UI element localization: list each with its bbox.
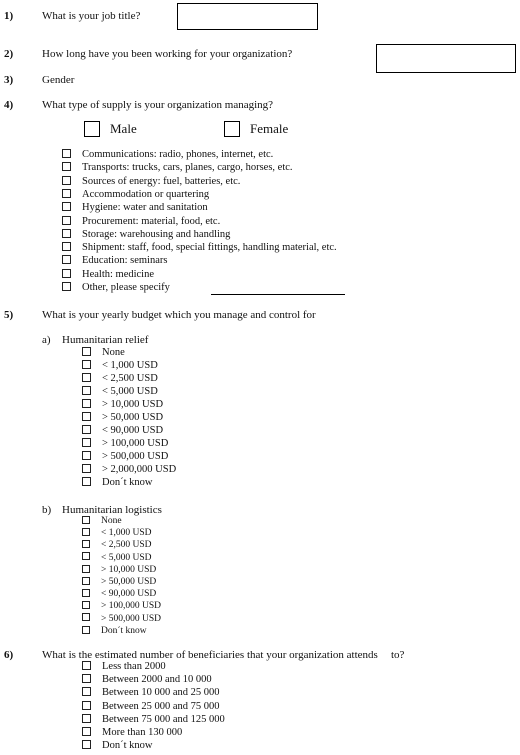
- checkbox[interactable]: [82, 451, 91, 460]
- checkbox[interactable]: [82, 425, 91, 434]
- checkbox[interactable]: [82, 386, 91, 395]
- option-label: Between 2000 and 10 000: [102, 674, 212, 686]
- checkbox[interactable]: [62, 269, 71, 278]
- option-label: Sources of energy: fuel, batteries, etc.: [82, 175, 241, 187]
- checkbox[interactable]: [82, 347, 91, 356]
- question-5-number: 5): [4, 309, 14, 321]
- gender-female-option[interactable]: [224, 121, 288, 137]
- gender-male-option[interactable]: [84, 121, 137, 137]
- option-row[interactable]: [62, 241, 337, 254]
- option-label: < 1,000 USD: [101, 528, 152, 539]
- checkbox[interactable]: [82, 516, 90, 524]
- option-label: > 50,000 USD: [102, 412, 164, 423]
- option-row[interactable]: [82, 588, 156, 601]
- checkbox[interactable]: [82, 626, 90, 634]
- option-row[interactable]: [82, 385, 158, 398]
- checkbox[interactable]: [82, 727, 91, 736]
- option-row[interactable]: [62, 254, 167, 267]
- option-row[interactable]: [62, 281, 170, 294]
- option-label: Don´t know: [102, 740, 153, 752]
- checkbox[interactable]: [82, 552, 90, 560]
- option-row[interactable]: [82, 739, 152, 752]
- option-row[interactable]: [82, 686, 220, 699]
- option-label: Between 10 000 and 25 000: [102, 687, 220, 699]
- option-row[interactable]: [82, 726, 182, 739]
- option-row[interactable]: [82, 515, 122, 528]
- checkbox[interactable]: [82, 477, 91, 486]
- checkbox[interactable]: [82, 687, 91, 696]
- option-label: < 2,500 USD: [102, 373, 158, 384]
- option-row[interactable]: [82, 600, 161, 613]
- option-label: > 2,000,000 USD: [102, 464, 177, 475]
- option-label: None: [101, 516, 122, 526]
- checkbox[interactable]: [82, 438, 91, 447]
- option-label: Transports: trucks, cars, planes, cargo, horses, etc.: [82, 162, 293, 174]
- checkbox[interactable]: [82, 464, 91, 473]
- option-label: Education: seminars: [82, 255, 168, 267]
- option-row[interactable]: [62, 201, 208, 214]
- checkbox[interactable]: [62, 162, 71, 171]
- option-row[interactable]: [82, 613, 161, 626]
- question-6-text: What is the estimated number of beneficiaries that your organization attends: [42, 649, 378, 661]
- option-label: Hygiene: water and sanitation: [82, 202, 208, 214]
- option-row[interactable]: [82, 539, 152, 552]
- option-row[interactable]: [82, 564, 156, 577]
- option-label: More than 130 000: [102, 727, 183, 738]
- q5b-label: b): [42, 504, 52, 516]
- checkbox[interactable]: [82, 714, 91, 723]
- option-label: Less than 2000: [102, 661, 166, 672]
- option-row[interactable]: [82, 463, 176, 476]
- option-row[interactable]: [62, 175, 240, 188]
- option-label: > 10,000 USD: [102, 399, 164, 410]
- checkbox[interactable]: [82, 540, 90, 548]
- male-checkbox[interactable]: [84, 121, 100, 137]
- female-checkbox[interactable]: [224, 121, 240, 137]
- option-label: Don´t know: [101, 625, 147, 636]
- checkbox[interactable]: [82, 674, 91, 683]
- option-label: None: [102, 347, 125, 358]
- checkbox[interactable]: [62, 189, 71, 198]
- option-label: > 100,000 USD: [102, 438, 169, 449]
- option-label: < 90,000 USD: [102, 425, 164, 436]
- q5b-text: Humanitarian logistics: [62, 504, 162, 516]
- option-label: > 500,000 USD: [102, 451, 169, 462]
- question-4-text: What type of supply is your organization managing?: [42, 99, 274, 111]
- checkbox[interactable]: [82, 740, 91, 749]
- option-row[interactable]: [62, 268, 154, 281]
- q5a-label: a): [42, 334, 51, 346]
- checkbox[interactable]: [82, 360, 91, 369]
- option-row[interactable]: [82, 450, 168, 463]
- option-row[interactable]: [82, 359, 158, 372]
- option-row[interactable]: [82, 625, 147, 638]
- question-6-number: 6): [4, 649, 14, 661]
- option-label: Procurement: material, food, etc.: [82, 215, 221, 227]
- option-row[interactable]: [82, 476, 152, 489]
- checkbox[interactable]: [82, 399, 91, 408]
- checkbox[interactable]: [82, 565, 90, 573]
- option-label: Shipment: staff, food, special fittings, handling material, etc.: [82, 242, 337, 254]
- option-label: Communications: radio, phones, internet, etc.: [82, 149, 274, 160]
- question-3-text: Gender: [42, 74, 75, 86]
- option-label: Storage: warehousing and handling: [82, 228, 231, 240]
- checkbox[interactable]: [82, 373, 91, 382]
- question-2-text: How long have you been working for your organization?: [42, 48, 293, 60]
- checkbox[interactable]: [82, 601, 90, 609]
- checkbox[interactable]: [62, 176, 71, 185]
- option-row[interactable]: [62, 215, 220, 228]
- option-row[interactable]: [82, 660, 166, 673]
- option-row[interactable]: [62, 148, 273, 161]
- question-5-text: What is your yearly budget which you manage and control for: [42, 309, 316, 321]
- option-row[interactable]: [82, 527, 152, 540]
- option-row[interactable]: [82, 411, 163, 424]
- question-1-text: What is your job title?: [42, 10, 141, 22]
- option-label: > 50,000 USD: [101, 577, 157, 587]
- checkbox[interactable]: [62, 255, 71, 264]
- option-row[interactable]: [62, 188, 209, 201]
- checkbox[interactable]: [82, 589, 90, 597]
- checkbox[interactable]: [82, 661, 91, 670]
- option-label: Don´t know: [102, 477, 153, 488]
- checkbox[interactable]: [62, 242, 71, 251]
- option-label: < 5,000 USD: [102, 386, 158, 397]
- option-label: Other, please specify: [82, 282, 170, 293]
- option-row[interactable]: [82, 673, 212, 686]
- checkbox[interactable]: [82, 613, 90, 621]
- q5a-text: Humanitarian relief: [62, 334, 149, 346]
- checkbox[interactable]: [62, 229, 71, 238]
- option-row[interactable]: [82, 346, 125, 359]
- option-row[interactable]: [62, 161, 293, 174]
- question-6-tail: to?: [391, 649, 405, 661]
- option-row[interactable]: [82, 424, 163, 437]
- option-label: > 100,000 USD: [101, 601, 161, 612]
- checkbox[interactable]: [82, 577, 90, 585]
- question-4-number: 4): [4, 99, 14, 111]
- checkbox[interactable]: [62, 216, 71, 225]
- option-label: Between 75 000 and 125 000: [102, 713, 225, 725]
- option-label: Health: medicine: [82, 268, 155, 280]
- other-specify-line[interactable]: [211, 294, 345, 295]
- option-row[interactable]: [82, 437, 168, 450]
- option-row[interactable]: [82, 372, 158, 385]
- option-label: < 5,000 USD: [101, 552, 152, 563]
- question-2-number: 2): [4, 48, 14, 60]
- option-row[interactable]: [82, 552, 152, 565]
- female-label: Female: [250, 121, 289, 136]
- checkbox[interactable]: [82, 701, 91, 710]
- option-row[interactable]: [82, 700, 220, 713]
- option-label: > 500,000 USD: [101, 613, 161, 624]
- option-row[interactable]: [62, 228, 230, 241]
- question-1-number: 1): [4, 10, 14, 22]
- option-label: < 90,000 USD: [101, 589, 157, 600]
- checkbox[interactable]: [82, 412, 91, 421]
- option-label: Accommodation or quartering: [82, 188, 210, 200]
- option-label: Between 25 000 and 75 000: [102, 700, 220, 712]
- male-label: Male: [110, 121, 137, 136]
- checkbox[interactable]: [62, 282, 71, 291]
- tenure-field[interactable]: [376, 44, 516, 73]
- checkbox[interactable]: [62, 149, 71, 158]
- job-title-field[interactable]: [177, 3, 318, 30]
- checkbox[interactable]: [82, 528, 90, 536]
- option-label: < 1,000 USD: [102, 360, 158, 371]
- option-row[interactable]: [82, 713, 225, 726]
- option-label: < 2,500 USD: [101, 540, 152, 551]
- question-3-number: 3): [4, 74, 14, 86]
- option-label: > 10,000 USD: [101, 564, 157, 575]
- checkbox[interactable]: [62, 202, 71, 211]
- option-row[interactable]: [82, 576, 156, 589]
- option-row[interactable]: [82, 398, 163, 411]
